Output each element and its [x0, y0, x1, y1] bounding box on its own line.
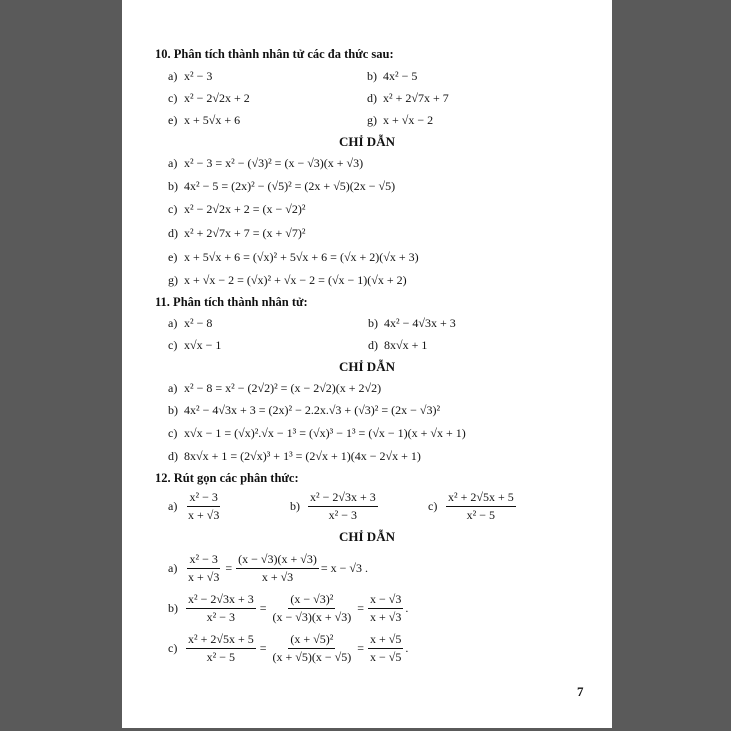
exercise-11-item-d [368, 338, 427, 352]
denominator: x² − 5 [466, 508, 496, 522]
fraction [368, 632, 403, 665]
exercise-10-item-c [168, 91, 250, 105]
numerator: x² − 2√3x + 3 [308, 490, 378, 507]
result: = x − √3 . [320, 561, 368, 575]
item-label: e) [168, 113, 178, 127]
item-label: c) [168, 338, 178, 352]
numerator: x² + 2√5x + 5 [186, 632, 256, 649]
fraction [186, 592, 256, 625]
equals-sign: = [357, 601, 364, 615]
numerator: (x − √3)² [288, 592, 335, 609]
fraction [186, 632, 256, 665]
item-label: a) [168, 499, 178, 513]
item-expr: 4x² − 5 [383, 69, 418, 83]
solution-10-a [168, 156, 363, 170]
item-label: a) [168, 381, 178, 395]
exercise-10-item-a [168, 69, 212, 83]
denominator: (x + √5)(x − √5) [272, 650, 352, 664]
item-label: g) [168, 273, 178, 287]
fraction [308, 490, 378, 523]
numerator: (x − √3)(x + √3) [236, 552, 319, 569]
equals-sign: = [259, 601, 267, 615]
denominator: x² − 3 [206, 610, 236, 624]
item-label: a) [168, 156, 178, 170]
solution-11-a [168, 381, 381, 395]
fraction [368, 592, 403, 625]
item-label: e) [168, 250, 178, 264]
fraction [236, 552, 319, 585]
solution-10-b [168, 179, 395, 193]
page-number: 7 [577, 684, 584, 699]
solution-11-c [168, 426, 466, 440]
solution-expr: x² − 3 = x² − (√3)² = (x − √3)(x + √3) [184, 156, 364, 170]
item-label: g) [367, 113, 377, 127]
equals-sign: = [357, 641, 364, 655]
item-label: c) [168, 426, 178, 440]
solution-12-b [168, 592, 408, 625]
item-expr: 8x√x + 1 [384, 338, 428, 352]
denominator: x + √3 [369, 610, 402, 624]
exercise-10-item-d [367, 91, 449, 105]
item-label: b) [368, 316, 378, 330]
item-label: c) [168, 202, 178, 216]
item-expr: x + 5√x + 6 [184, 113, 241, 127]
exercise-11-item-c [168, 338, 221, 352]
fraction [186, 490, 221, 523]
numerator: x + √5 [368, 632, 403, 649]
denominator: (x − √3)(x + √3) [272, 610, 352, 624]
exercise-10-item-b [367, 69, 417, 83]
item-label: b) [290, 499, 300, 513]
solution-10-c [168, 202, 305, 216]
exercise-12-heading: 12. Rút gọn các phân thức: [155, 471, 299, 485]
item-label: d) [368, 338, 378, 352]
solution-11-b [168, 403, 440, 417]
item-label: a) [168, 561, 178, 575]
exercise-10-item-g [367, 113, 433, 127]
document-page [122, 0, 612, 728]
exercise-10-heading: 10. Phân tích thành nhân tử các đa thức sau: [155, 47, 394, 61]
item-label: c) [428, 499, 438, 513]
denominator: x − √5 [369, 650, 402, 664]
denominator: x² − 5 [206, 650, 236, 664]
item-expr: 4x² − 4√3x + 3 [384, 316, 456, 330]
item-label: d) [168, 226, 178, 240]
numerator: x − √3 [368, 592, 403, 609]
solution-expr: 8x√x + 1 = (2√x)³ + 1³ = (2√x + 1)(4x − 2√x + 1) [184, 449, 421, 463]
fraction [446, 490, 516, 523]
item-label: b) [168, 403, 178, 417]
denominator: x² − 3 [328, 508, 358, 522]
solution-expr: x² − 8 = x² − (2√2)² = (x − 2√2)(x + 2√2) [184, 381, 382, 395]
numerator: x² − 3 [187, 490, 219, 507]
period: . [405, 601, 409, 615]
fraction [271, 632, 354, 665]
item-expr: x + √x − 2 [383, 113, 434, 127]
solution-expr: x² + 2√7x + 7 = (x + √7)² [184, 226, 306, 240]
item-label: c) [168, 91, 178, 105]
guide-title-11: CHỈ DẪN [339, 359, 395, 374]
exercise-11-heading: 11. Phân tích thành nhân tử: [155, 295, 308, 309]
item-expr: x² − 2√2x + 2 [184, 91, 250, 105]
item-expr: x√x − 1 [184, 338, 222, 352]
solution-11-d [168, 449, 421, 463]
denominator: x + √3 [261, 570, 294, 584]
solution-12-c [168, 632, 408, 665]
item-label: b) [367, 69, 377, 83]
solution-expr: x + 5√x + 6 = (√x)² + 5√x + 6 = (√x + 2)(√x + 3) [184, 250, 419, 264]
item-label: a) [168, 69, 178, 83]
item-label: a) [168, 316, 178, 330]
exercise-10-item-e [168, 113, 240, 127]
solution-expr: 4x² − 5 = (2x)² − (√5)² = (2x + √5)(2x − √5) [184, 179, 396, 193]
item-expr: x² − 8 [184, 316, 213, 330]
item-label: b) [168, 179, 178, 193]
period: . [405, 641, 409, 655]
denominator: x + √3 [188, 508, 220, 522]
solution-expr: x√x − 1 = (√x)².√x − 1³ = (√x)³ − 1³ = (√x − 1)(x + √x + 1) [184, 426, 466, 440]
exercise-11-item-b [368, 316, 456, 330]
solution-expr: x + √x − 2 = (√x)² + √x − 2 = (√x − 1)(√x + 2) [184, 273, 407, 287]
fraction [186, 552, 221, 585]
item-expr: x² + 2√7x + 7 [383, 91, 449, 105]
solution-10-g [168, 273, 407, 287]
solution-10-e [168, 250, 419, 264]
equals-sign: = [225, 561, 233, 575]
item-label: d) [168, 449, 178, 463]
numerator: x² + 2√5x + 5 [446, 490, 516, 507]
solution-expr: x² − 2√2x + 2 = (x − √2)² [184, 202, 306, 216]
exercise-12-item-b [290, 490, 380, 523]
item-label: b) [168, 601, 178, 615]
solution-12-a [168, 552, 368, 585]
solution-expr: 4x² − 4√3x + 3 = (2x)² − 2.2x.√3 + (√3)² = (2x − √3)² [184, 403, 441, 417]
item-label: d) [367, 91, 377, 105]
denominator: x + √3 [188, 570, 220, 584]
item-label: c) [168, 641, 178, 655]
solution-10-d [168, 226, 305, 240]
numerator: (x + √5)² [288, 632, 335, 649]
exercise-11-item-a [168, 316, 212, 330]
guide-title-12: CHỈ DẪN [339, 529, 395, 544]
equals-sign: = [259, 641, 267, 655]
numerator: x² − 3 [187, 552, 219, 569]
exercise-12-item-c [428, 490, 518, 523]
guide-title-10: CHỈ DẪN [339, 134, 395, 149]
item-expr: x² − 3 [184, 69, 213, 83]
numerator: x² − 2√3x + 3 [186, 592, 256, 609]
fraction [271, 592, 354, 625]
exercise-12-item-a [168, 490, 223, 523]
